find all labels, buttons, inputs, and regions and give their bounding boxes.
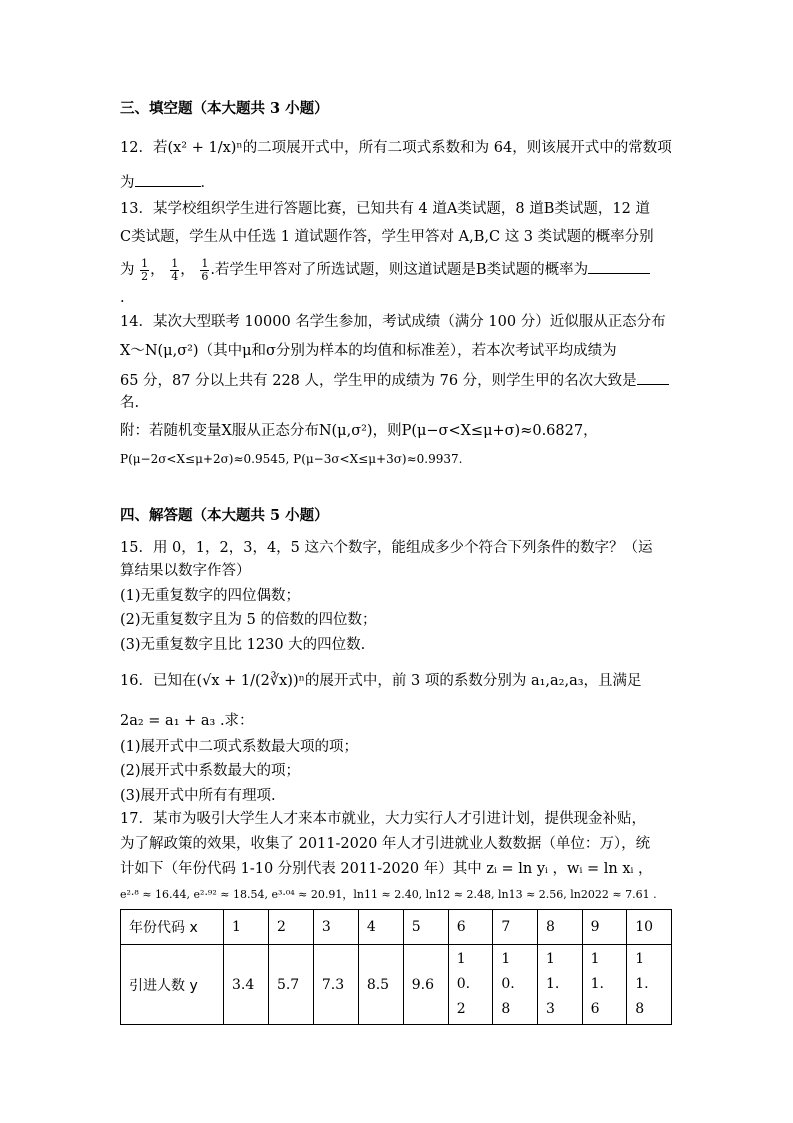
table-cell-x: 9: [582, 910, 627, 945]
q17-line2: 为了解政策的效果，收集了 2011-2020 年人才引进就业人数数据（单位：万），统: [120, 836, 651, 852]
table-row-year-code: [121, 910, 672, 945]
table-header-introduced-count: 引进人数 y: [121, 945, 224, 1025]
q15-line1: 15．用 0，1，2，3，4，5 这六个数字，能组成多少个符合下列条件的数字？（运: [120, 540, 653, 556]
q17-line4: e²·⁸ ≈ 16.44, e²·⁹² ≈ 18.54, e³·⁰⁴ ≈ 20.91，ln11 ≈ 2.40, ln12 ≈ 2.48, ln13 ≈ 2.56, ln2022 ≈ 7.61 .: [120, 888, 657, 901]
table-cell-x: 5: [403, 910, 448, 945]
q15-item-2: (2)无重复数字且为 5 的倍数的四位数；: [120, 612, 377, 628]
q13-line2: C类试题，学生从中任选 1 道试题作答，学生甲答对 A,B,C 这 3 类试题的概率分别: [120, 229, 654, 245]
q12-answer-blank[interactable]: [135, 172, 201, 187]
table-cell-y-text: 10.2: [456, 951, 471, 1017]
q13-line3: 为 $\frac{1}{2}$ ， $\frac{1}{4}$ ， $\frac{1}{6}$ .若学生甲答对了所选试题，则这道试题是B类试题的概率为: [120, 256, 650, 284]
table-cell-x: 3: [313, 910, 358, 945]
table-cell-x: 4: [358, 910, 403, 945]
table-cell-y: [582, 945, 627, 1025]
table-cell-y: 8.5: [358, 945, 403, 1025]
q12-line2: [120, 172, 215, 193]
q17-line1: 17．某市为吸引大学生人才来本市就业，大力实行人才引进计划，提供现金补贴，: [120, 811, 646, 827]
table-cell-y: [627, 945, 672, 1025]
q15-item-3: (3)无重复数字且比 1230 大的四位数.: [120, 637, 366, 653]
frac-den: 2: [141, 269, 149, 283]
q15-item-1: (1)无重复数字的四位偶数；: [120, 588, 301, 604]
q15-line2: 算结果以数字作答）: [120, 563, 251, 579]
section4-title: 四、解答题（本大题共 5 小题）: [120, 507, 329, 524]
table-cell-y: [448, 945, 493, 1025]
q14-note2: P(μ−2σ<X≤μ+2σ)≈0.9545, P(μ−3σ<X≤μ+3σ)≈0.9937.: [120, 452, 463, 466]
q12-line2-suffix: ．: [200, 175, 215, 191]
q14-line4: 名.: [120, 395, 140, 411]
q13-frac-1: [140, 258, 149, 283]
q12-line2-prefix: 为: [120, 175, 135, 191]
table-cell-y: 9.6: [403, 945, 448, 1025]
frac-den: 4: [171, 269, 179, 283]
q13-line3-suffix: .若学生甲答对了所选试题，则这道试题是B类试题的概率为: [210, 262, 589, 278]
q17-line3: 计如下（年份代码 1-10 分别代表 2011-2020 年）其中 zᵢ = ln yᵢ ，wᵢ = ln xᵢ ，: [120, 861, 653, 877]
q14-line3-text: 65 分，87 分以上共有 228 人，学生甲的成绩为 76 分，则学生甲的名次大致是: [120, 373, 637, 389]
q13-frac-3: [200, 258, 209, 283]
q13-line4: .: [120, 290, 125, 306]
q16-prefix: 16．已知在: [120, 673, 197, 689]
year-data-table: [120, 909, 672, 1025]
q16-line2: 2a₂ = a₁ + a₃ .求：: [120, 713, 254, 729]
table-cell-x: 8: [537, 910, 582, 945]
table-cell-y-text: 11.8: [635, 951, 649, 1017]
q16-suffix: 的展开式中，前 3 项的系数分别为 a₁,a₂,a₃，且满足: [304, 673, 642, 689]
frac-num: 1: [141, 256, 149, 270]
table-cell-y: 5.7: [268, 945, 313, 1025]
table-cell-y-text: 11.6: [590, 951, 604, 1017]
table-cell-y: [493, 945, 538, 1025]
table-header-year-code: 年份代码 x: [121, 910, 224, 945]
q14-line1: 14．某次大型联考 10000 名学生参加，考试成绩（满分 100 分）近似服从正态分布: [120, 314, 666, 330]
q12-line1: [120, 138, 672, 158]
q16-item-3: (3)展开式中所有有理项.: [120, 788, 276, 804]
table-cell-x: 10: [627, 910, 672, 945]
q14-line3: [120, 370, 669, 391]
q13-line1: 13．某学校组织学生进行答题比赛，已知共有 4 道A类试题，8 道B类试题，12 道: [120, 201, 650, 217]
table-cell-y: 7.3: [313, 945, 358, 1025]
q14-note1: 附：若随机变量X服从正态分布N(μ,σ²)，则P(μ−σ<X≤μ+σ)≈0.6827，: [120, 423, 598, 439]
table-cell-y: [537, 945, 582, 1025]
q16-item-2: (2)展开式中系数最大的项；: [120, 763, 301, 779]
q13-answer-blank[interactable]: [588, 259, 650, 274]
q13-frac-2: [170, 258, 179, 283]
frac-num: 1: [201, 256, 209, 270]
table-cell-y-text: 10.8: [501, 951, 515, 1017]
table-cell-x: 2: [268, 910, 313, 945]
q14-answer-blank[interactable]: [637, 370, 669, 385]
table-cell-y-text: 11.3: [545, 951, 560, 1017]
q12-prefix: 12．若: [120, 140, 168, 156]
table-cell-y: 3.4: [224, 945, 269, 1025]
frac-num: 1: [171, 256, 179, 270]
q14-line2: X～N(μ,σ²)（其中μ和σ分别为样本的均值和标准差），若本次考试平均成绩为: [120, 343, 617, 359]
section3-title: 三、填空题（本大题共 3 小题）: [120, 100, 329, 117]
q16-line1: [120, 671, 642, 691]
table-cell-x: 7: [493, 910, 538, 945]
q12-expr: (x² + 1/x)ⁿ: [167, 140, 243, 156]
q12-suffix: 的二项展开式中，所有二项式系数和为 64，则该展开式中的常数项: [242, 140, 672, 156]
table-row-introduced-count: [121, 945, 672, 1025]
q13-line3-prefix: 为: [120, 262, 135, 278]
q16-item-1: (1)展开式中二项式系数最大项的项；: [120, 739, 359, 755]
frac-den: 6: [201, 269, 209, 283]
q16-expr: (√x + 1/(2∛x))ⁿ: [196, 673, 305, 689]
table-cell-x: 1: [224, 910, 269, 945]
table-cell-x: 6: [448, 910, 493, 945]
